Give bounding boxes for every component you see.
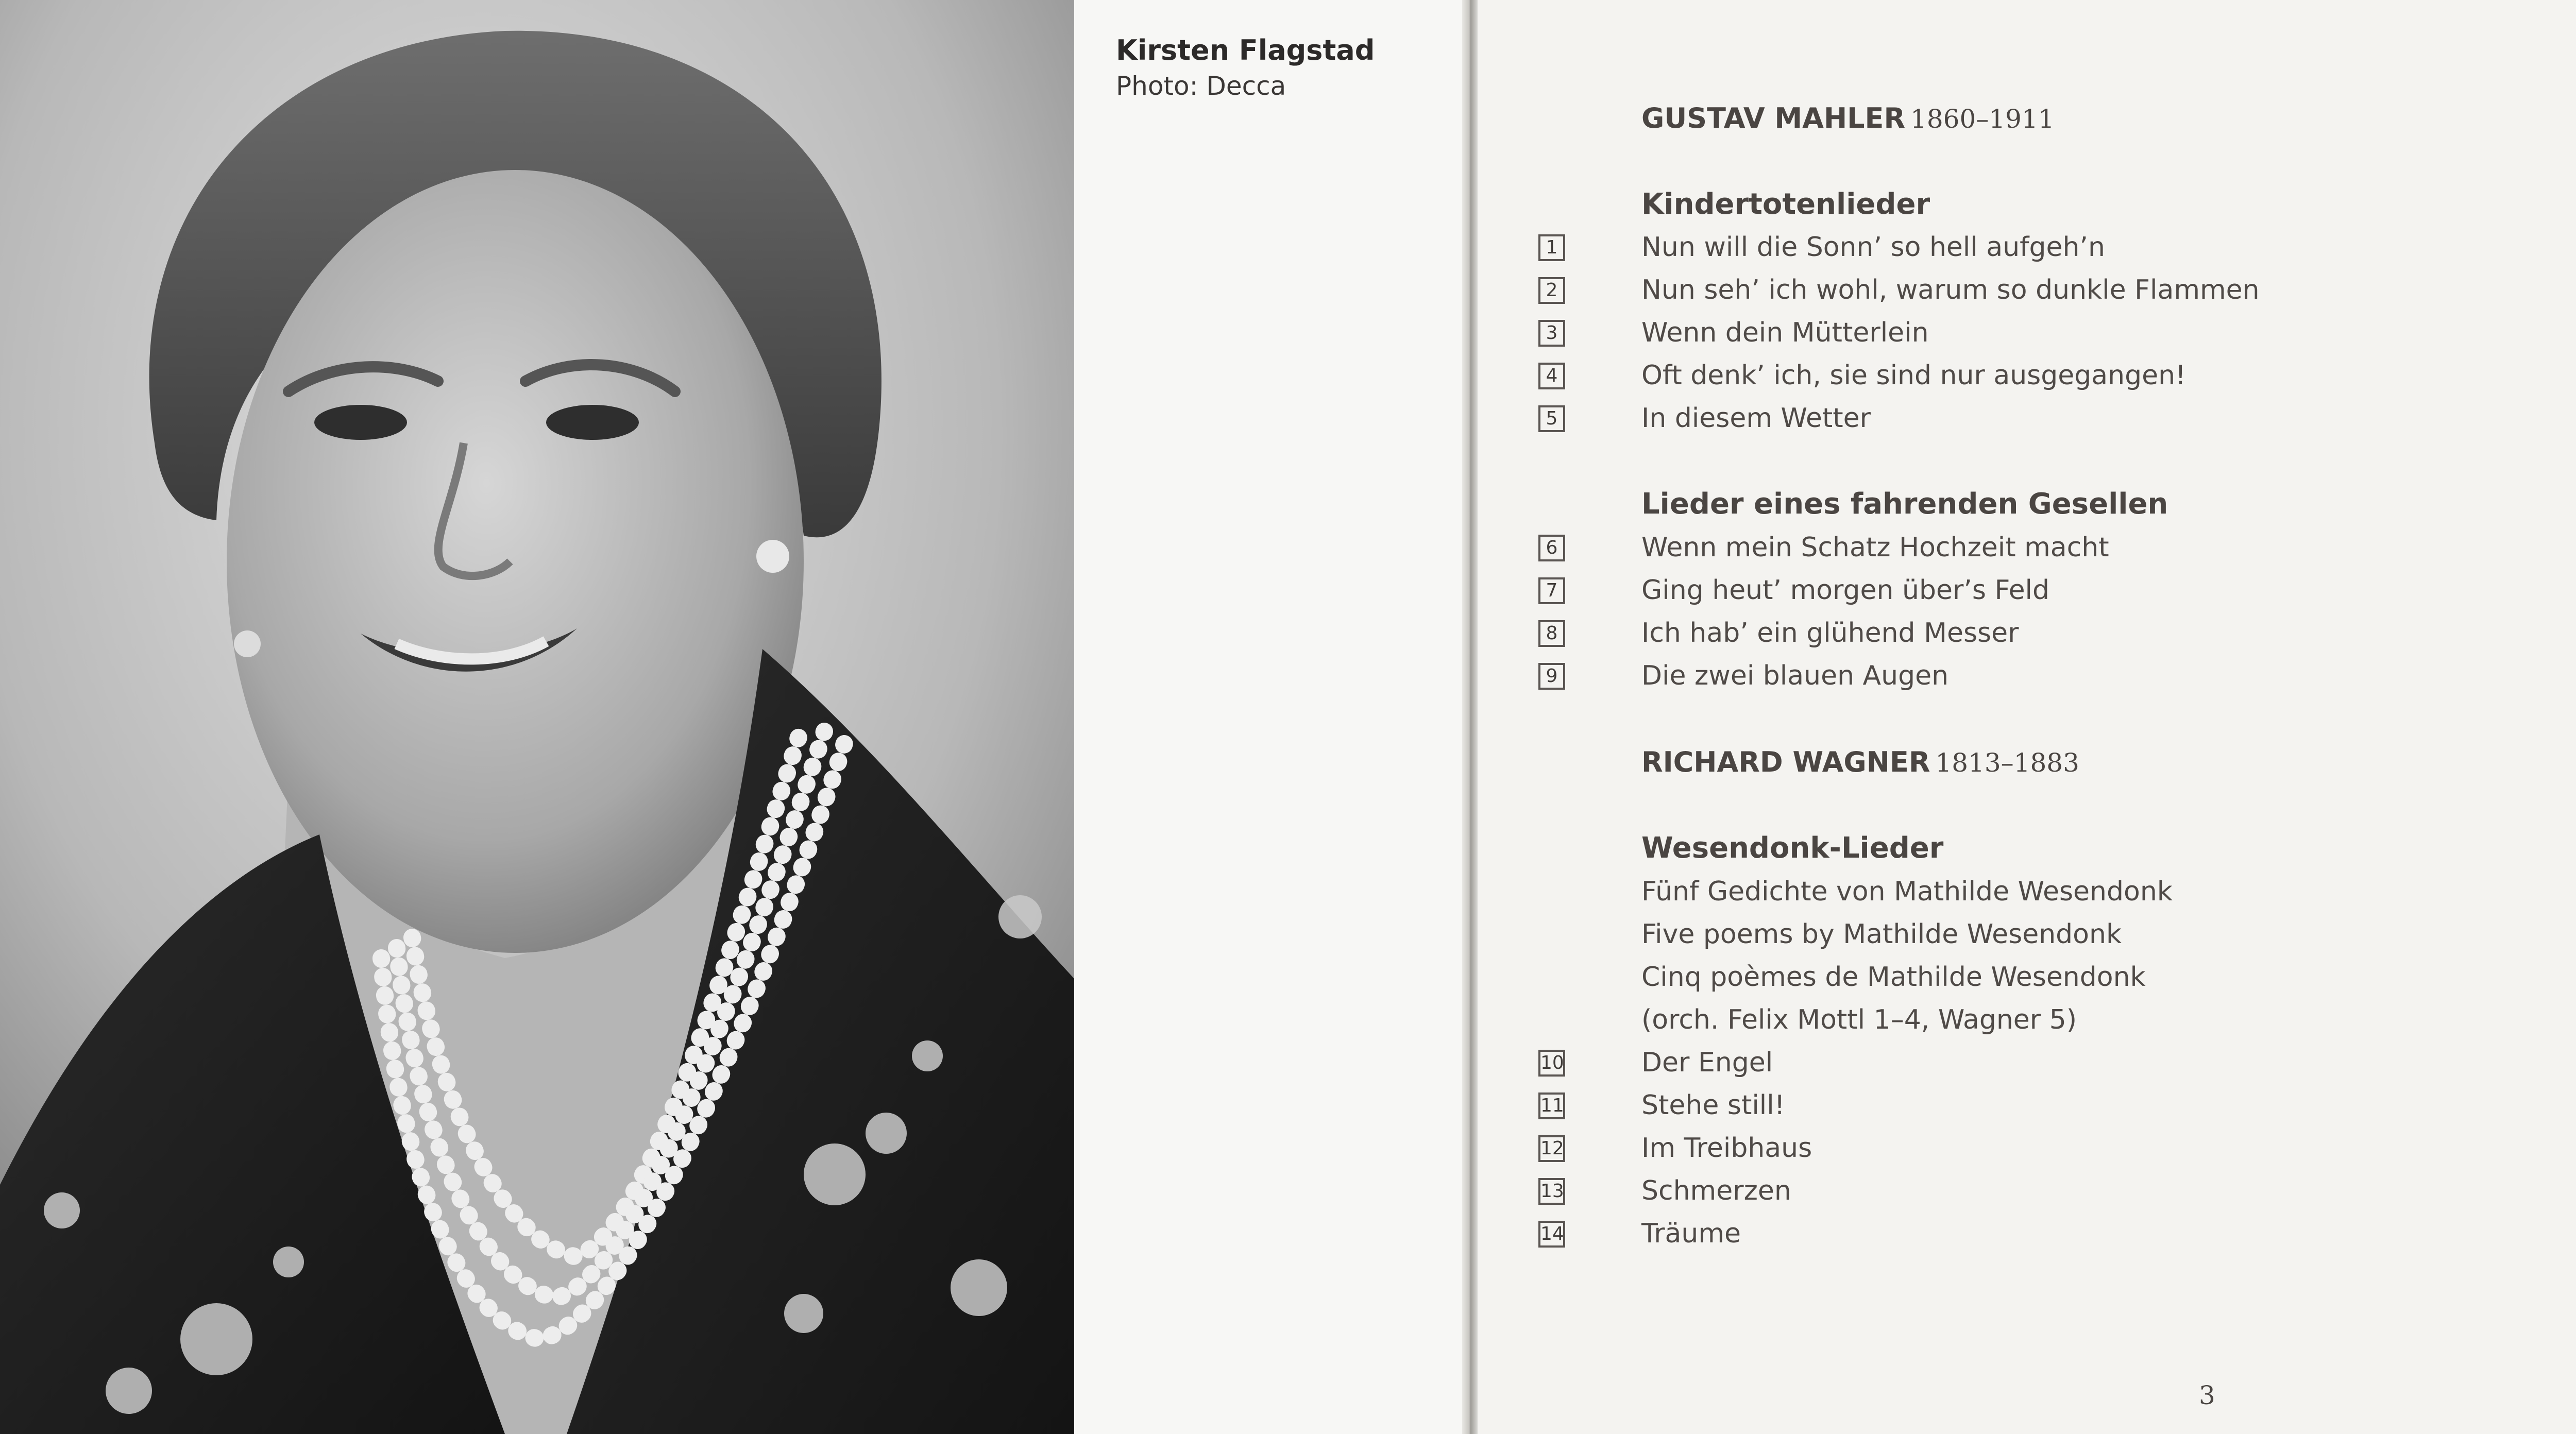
composer-years: 1860–1911 bbox=[1910, 104, 2055, 134]
track-row bbox=[1478, 572, 2576, 613]
work-subtitle-line: Cinq poèmes de Mathilde Wesendonk bbox=[1641, 962, 2146, 993]
portrait-photo bbox=[0, 0, 1074, 1434]
work-subtitle-line: (orch. Felix Mottl 1–4, Wagner 5) bbox=[1641, 1004, 2077, 1035]
track-row bbox=[1478, 658, 2576, 699]
photo-caption bbox=[1116, 32, 1375, 103]
caption-name: Kirsten Flagstad bbox=[1116, 34, 1375, 66]
track-number: 12 bbox=[1538, 1135, 1565, 1162]
track-number: 14 bbox=[1538, 1221, 1565, 1248]
track-row bbox=[1478, 530, 2576, 571]
track-row bbox=[1478, 229, 2576, 270]
work-subtitle-line: Fünf Gedichte von Mathilde Wesendonk bbox=[1641, 876, 2173, 907]
track-row bbox=[1478, 272, 2576, 313]
composer-years: 1813–1883 bbox=[1935, 748, 2079, 778]
track-title: Im Treibhaus bbox=[1641, 1133, 1812, 1164]
track-title: Oft denk’ ich, sie sind nur ausgegangen! bbox=[1641, 360, 2186, 391]
track-title: Ich hab’ ein glühend Messer bbox=[1641, 618, 2019, 648]
track-number: 10 bbox=[1538, 1050, 1565, 1077]
page-number: 3 bbox=[2199, 1380, 2215, 1410]
track-title: Nun will die Sonn’ so hell aufgeh’n bbox=[1641, 232, 2105, 263]
track-row bbox=[1478, 400, 2576, 441]
track-number: 8 bbox=[1538, 620, 1565, 647]
work-title: Wesendonk-Lieder bbox=[1641, 831, 1944, 865]
track-title: Nun seh’ ich wohl, warum so dunkle Flammen bbox=[1641, 275, 2260, 305]
track-row bbox=[1478, 1173, 2576, 1214]
book-gutter bbox=[1462, 0, 1478, 1434]
track-row bbox=[1478, 1130, 2576, 1171]
track-title: Wenn dein Mütterlein bbox=[1641, 317, 1929, 348]
track-title: In diesem Wetter bbox=[1641, 403, 1871, 434]
track-title: Der Engel bbox=[1641, 1047, 1773, 1078]
caption-credit: Photo: Decca bbox=[1116, 71, 1286, 101]
work-subtitle-line: Five poems by Mathilde Wesendonk bbox=[1641, 919, 2122, 950]
track-number: 7 bbox=[1538, 577, 1565, 604]
track-row bbox=[1478, 1087, 2576, 1129]
track-title: Stehe still! bbox=[1641, 1090, 1785, 1121]
work-title: Lieder eines fahrenden Gesellen bbox=[1641, 487, 2168, 521]
track-title: Träume bbox=[1641, 1218, 1741, 1249]
track-row bbox=[1478, 315, 2576, 356]
track-row bbox=[1478, 1045, 2576, 1086]
composer-name: GUSTAV MAHLER bbox=[1641, 102, 1906, 134]
track-number: 1 bbox=[1538, 234, 1565, 261]
composer-heading bbox=[1641, 100, 2055, 137]
track-number: 6 bbox=[1538, 535, 1565, 561]
track-listing bbox=[1478, 0, 2576, 1434]
track-number: 9 bbox=[1538, 663, 1565, 690]
track-title: Ging heut’ morgen über’s Feld bbox=[1641, 575, 2050, 606]
track-number: 2 bbox=[1538, 277, 1565, 304]
track-number: 3 bbox=[1538, 320, 1565, 347]
track-title: Wenn mein Schatz Hochzeit macht bbox=[1641, 532, 2109, 563]
track-number: 13 bbox=[1538, 1178, 1565, 1205]
track-row bbox=[1478, 1216, 2576, 1257]
track-number: 11 bbox=[1538, 1092, 1565, 1119]
track-number: 4 bbox=[1538, 363, 1565, 389]
track-row bbox=[1478, 357, 2576, 399]
track-title: Schmerzen bbox=[1641, 1175, 1791, 1206]
work-title: Kindertotenlieder bbox=[1641, 187, 1930, 221]
track-number: 5 bbox=[1538, 405, 1565, 432]
track-title: Die zwei blauen Augen bbox=[1641, 660, 1949, 691]
composer-name: RICHARD WAGNER bbox=[1641, 746, 1930, 778]
right-page bbox=[1478, 0, 2576, 1434]
track-row bbox=[1478, 615, 2576, 656]
composer-heading bbox=[1641, 744, 2079, 781]
